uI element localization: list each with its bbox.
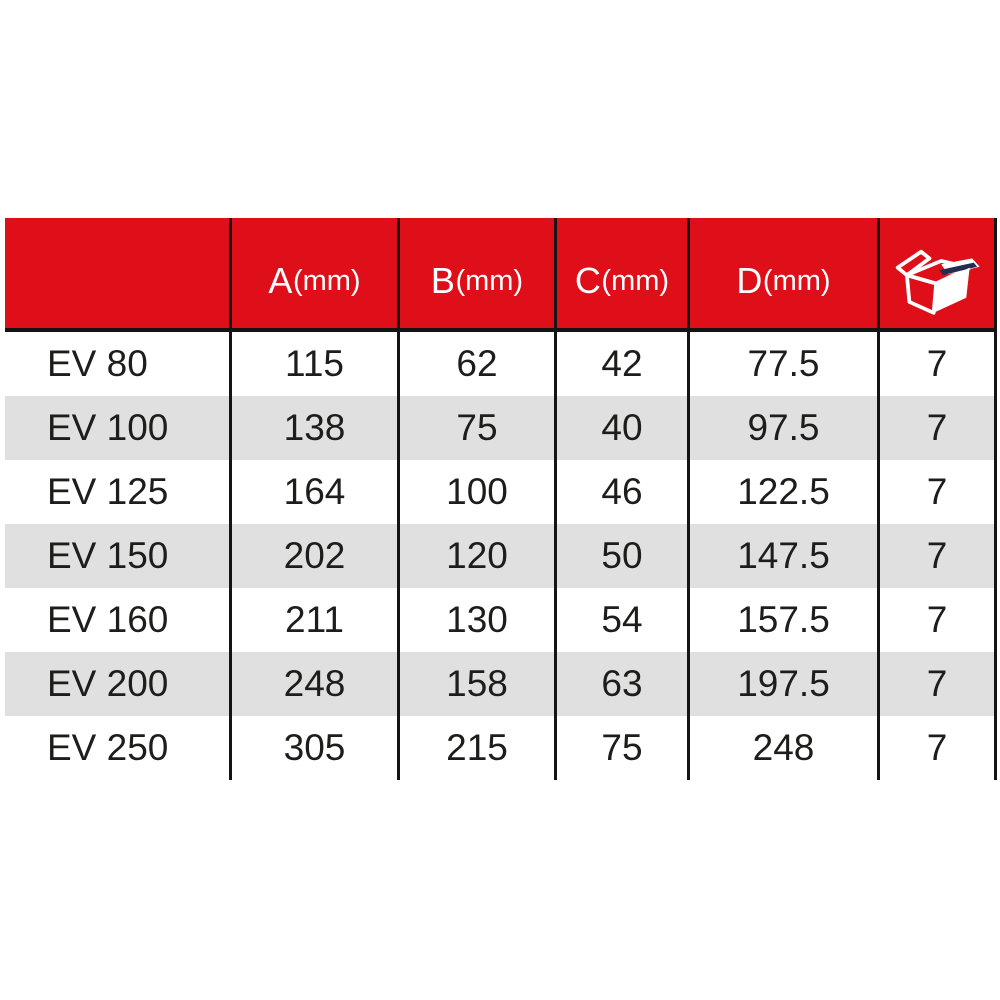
header-cell-packaging (880, 218, 997, 328)
value-c: 40 (557, 396, 690, 460)
value-a: 164 (232, 460, 400, 524)
value-a: 248 (232, 652, 400, 716)
header-cell-model (5, 218, 232, 328)
table-row-ev100 (5, 396, 997, 460)
header-b-letter: B (430, 260, 456, 301)
model-label: EV 100 (5, 396, 232, 460)
header-cell-b (400, 218, 557, 328)
header-c-unit: (mm) (601, 264, 670, 297)
value-d: 122.5 (690, 460, 880, 524)
header-d-unit: (mm) (762, 264, 831, 297)
value-qty: 7 (880, 460, 997, 524)
header-cell-d (690, 218, 880, 328)
value-a: 202 (232, 524, 400, 588)
header-a-letter: A (268, 260, 293, 301)
value-d: 97.5 (690, 396, 880, 460)
value-a: 211 (232, 588, 400, 652)
value-d: 147.5 (690, 524, 880, 588)
value-c: 75 (557, 716, 690, 780)
value-qty: 7 (880, 332, 997, 396)
table-row-ev150 (5, 524, 997, 588)
value-b: 62 (400, 332, 557, 396)
value-d: 157.5 (690, 588, 880, 652)
value-qty: 7 (880, 396, 997, 460)
header-d-letter: D (736, 260, 763, 301)
value-a: 138 (232, 396, 400, 460)
value-b: 100 (400, 460, 557, 524)
header-b-unit: (mm) (455, 264, 524, 297)
header-c-letter: C (574, 260, 602, 301)
value-d: 197.5 (690, 652, 880, 716)
header-a-unit: (mm) (292, 264, 361, 297)
model-label: EV 250 (5, 716, 232, 780)
table-row-ev200 (5, 652, 997, 716)
value-b: 75 (400, 396, 557, 460)
model-label: EV 200 (5, 652, 232, 716)
table-row-ev125 (5, 460, 997, 524)
value-qty: 7 (880, 652, 997, 716)
value-b: 120 (400, 524, 557, 588)
value-c: 42 (557, 332, 690, 396)
table-row-ev160 (5, 588, 997, 652)
value-c: 54 (557, 588, 690, 652)
value-c: 46 (557, 460, 690, 524)
value-b: 215 (400, 716, 557, 780)
product-dimensions-table (5, 218, 997, 780)
model-label: EV 150 (5, 524, 232, 588)
value-c: 63 (557, 652, 690, 716)
header-cell-a (232, 218, 400, 328)
model-label: EV 125 (5, 460, 232, 524)
header-cell-c (557, 218, 690, 328)
model-label: EV 160 (5, 588, 232, 652)
value-a: 305 (232, 716, 400, 780)
table-row-ev80 (5, 332, 997, 396)
value-b: 130 (400, 588, 557, 652)
value-a: 115 (232, 332, 400, 396)
value-qty: 7 (880, 524, 997, 588)
model-label: EV 80 (5, 332, 232, 396)
value-c: 50 (557, 524, 690, 588)
value-qty: 7 (880, 716, 997, 780)
value-d: 77.5 (690, 332, 880, 396)
value-d: 248 (690, 716, 880, 780)
package-box-icon (891, 241, 983, 321)
table-header-row (5, 218, 997, 328)
value-b: 158 (400, 652, 557, 716)
table-row-ev250 (5, 716, 997, 780)
value-qty: 7 (880, 588, 997, 652)
